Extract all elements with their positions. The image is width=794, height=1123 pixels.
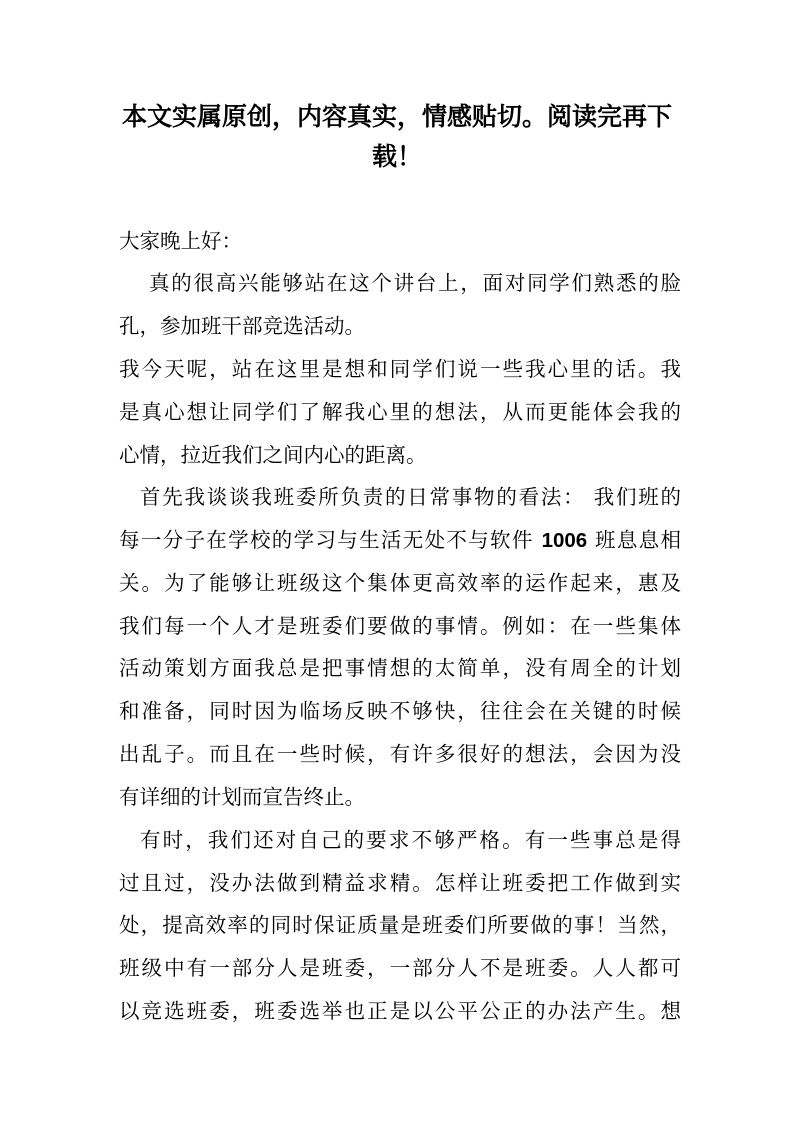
body-line: 孔，参加班干部竞选活动。 bbox=[119, 314, 365, 338]
body-line: 首先我谈谈我班委所负责的日常事物的看法： 我们班的 bbox=[140, 485, 681, 509]
body-line: 我们每一个人才是班委们要做的事情。例如：在一些集体 bbox=[119, 614, 681, 638]
document-title-line-1: 本文实属原创，内容真实，情感贴切。阅读完再下 bbox=[121, 102, 672, 131]
body-line: 有时，我们还对自己的要求不够严格。有一些事总是得 bbox=[140, 828, 681, 852]
body-line: 我今天呢，站在这里是想和同学们说一些我心里的话。我 bbox=[119, 357, 681, 381]
body-line: 关。为了能够让班级这个集体更高效率的运作起来，惠及 bbox=[119, 571, 681, 595]
body-line: 处，提高效率的同时保证质量是班委们所要做的事！当然， bbox=[119, 913, 681, 937]
document-title-line-2: 载！ bbox=[371, 142, 422, 171]
body-line: 以竞选班委，班委选举也正是以公平公正的办法产生。想 bbox=[119, 999, 681, 1023]
class-number: 1006 bbox=[541, 529, 588, 552]
body-line: 真的很高兴能够站在这个讲台上，面对同学们熟悉的脸 bbox=[149, 271, 681, 295]
body-line: 是真心想让同学们了解我心里的想法，从而更能体会我的 bbox=[119, 400, 681, 424]
body-line: 过且过，没办法做到精益求精。怎样让班委把工作做到实 bbox=[119, 871, 681, 895]
greeting: 大家晚上好： bbox=[119, 229, 242, 253]
body-line: 班级中有一部分人是班委，一部分人不是班委。人人都可 bbox=[119, 956, 681, 980]
body-line: 出乱子。而且在一些时候，有许多很好的想法，会因为没 bbox=[119, 742, 681, 766]
body-line: 有详细的计划而宣告终止。 bbox=[119, 785, 365, 809]
body-line: 和准备，同时因为临场反映不够快，往往会在关键的时候 bbox=[119, 699, 681, 723]
body-line: 每一分子在学校的学习与生活无处不与软件 1006 班息息相 bbox=[119, 528, 681, 552]
body-line: 活动策划方面我总是把事情想的太简单，没有周全的计划 bbox=[119, 656, 681, 680]
body-line: 心情，拉近我们之间内心的距离。 bbox=[119, 443, 427, 467]
